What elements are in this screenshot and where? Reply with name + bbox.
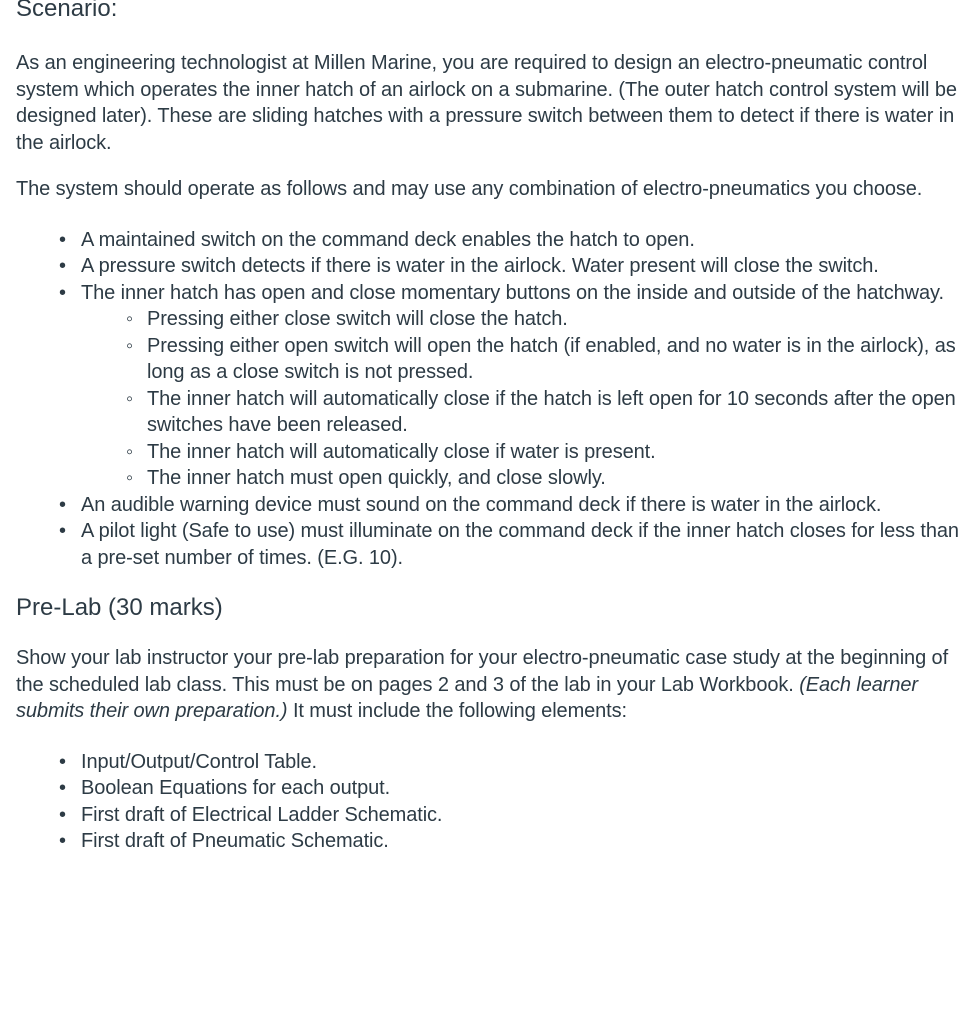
prelab-text-before: Show your lab instructor your pre-lab preparation for your electro-pneumatic case study at the beginning of the scheduled lab class. This must be on pages 2 and 3 of the lab in your Lab Workbook. xyxy=(16,647,949,696)
hatch-behaviour-sublist xyxy=(81,306,959,492)
requirement-text: The inner hatch has open and close momentary buttons on the inside and outside of the hatchway. xyxy=(81,281,944,304)
requirement-item xyxy=(81,518,959,571)
requirement-item xyxy=(81,280,959,492)
scenario-heading: Scenario: xyxy=(16,0,118,22)
requirement-item xyxy=(81,492,959,519)
prelab-heading: Pre-Lab (30 marks) xyxy=(16,594,223,621)
sub-requirement-item: ◦ The inner hatch will automatically close if water is present. xyxy=(147,439,959,466)
scenario-intro-paragraph: As an engineering technologist at Millen Marine, you are required to design an electro-pneumatic control system which operates the inner hatch of an airlock on a submarine. (The outer hatch control system will be designed later). These are sliding hatches with a pressure switch between them to detect if there is water in the airlock. xyxy=(16,52,957,154)
requirements-list xyxy=(16,227,959,572)
prelab-element-item: • First draft of Pneumatic Schematic. xyxy=(81,828,959,855)
prelab-text-italic: (Each learner submits their own preparation.) xyxy=(16,673,918,722)
prelab-text-after: It must include the following elements: xyxy=(287,700,627,722)
operation-intro-paragraph: The system should operate as follows and may use any combination of electro-pneumatics you choose. xyxy=(16,178,923,200)
sub-requirement-item: ◦ Pressing either close switch will close the hatch. xyxy=(147,306,959,333)
sub-requirement-item: ◦ Pressing either open switch will open the hatch (if enabled, and no water is in the airlock), as long as a close switch is not pressed. xyxy=(147,333,959,386)
prelab-elements-list xyxy=(16,749,959,855)
requirement-text: A pilot light (Safe to use) must illuminate on the command deck if the inner hatch closes for less than a pre-set number of times. (E.G. 10). xyxy=(81,520,959,569)
sub-requirement-item: ◦ The inner hatch will automatically close if the hatch is left open for 10 seconds after the open switches have been released. xyxy=(147,386,959,439)
sub-requirement-item: ◦ The inner hatch must open quickly, and close slowly. xyxy=(147,465,959,492)
requirement-text: A pressure switch detects if there is water in the airlock. Water present will close the switch. xyxy=(81,255,879,277)
requirement-text: An audible warning device must sound on the command deck if there is water in the airlock. xyxy=(81,493,882,516)
prelab-element-item: • Boolean Equations for each output. xyxy=(81,775,959,802)
requirement-item xyxy=(81,227,959,254)
prelab-paragraph xyxy=(16,645,959,725)
prelab-element-item: • Input/Output/Control Table. xyxy=(81,749,959,776)
requirement-text: A maintained switch on the command deck enables the hatch to open. xyxy=(81,228,695,251)
prelab-element-item: • First draft of Electrical Ladder Schematic. xyxy=(81,802,959,829)
requirement-item xyxy=(81,253,959,280)
